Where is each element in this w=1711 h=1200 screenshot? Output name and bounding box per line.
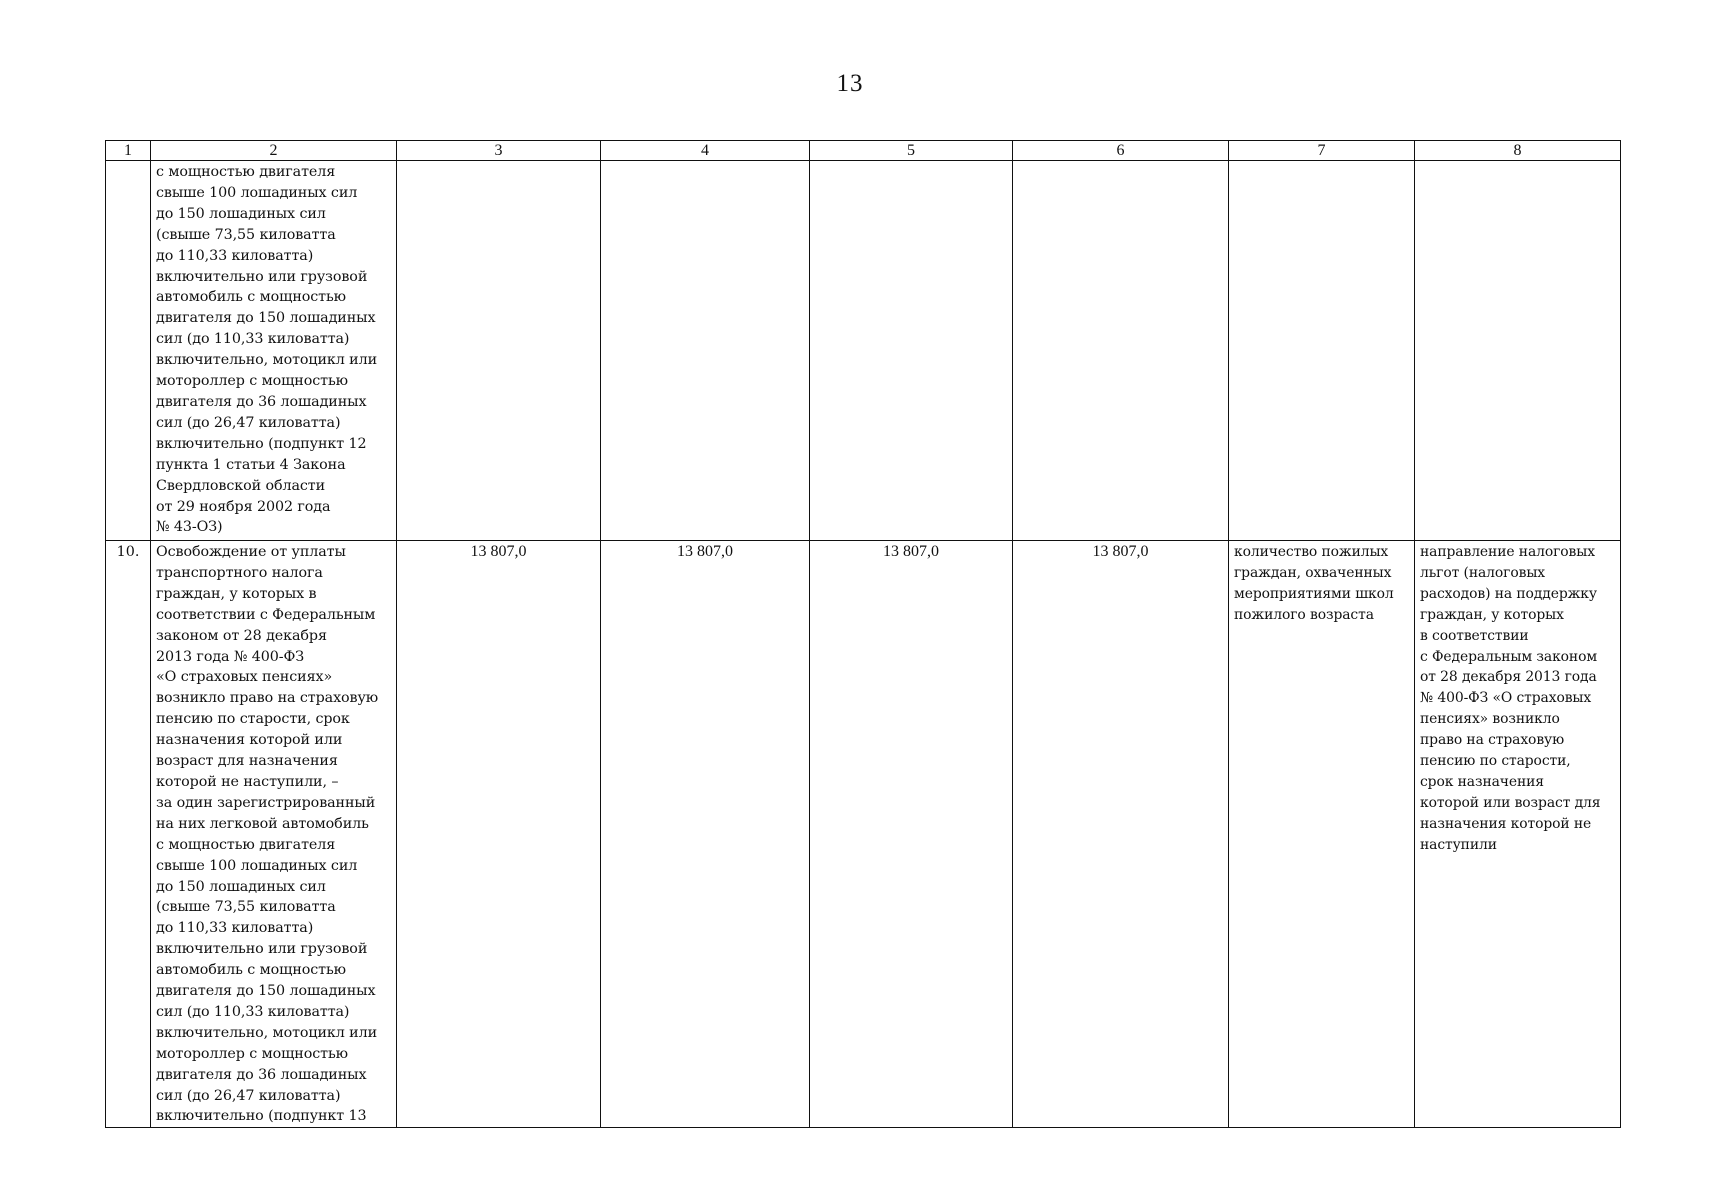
empty-cell (601, 161, 810, 541)
value-cell-col3: 13 807,0 (397, 541, 601, 1128)
empty-cell (1013, 161, 1229, 541)
table-row-10 (106, 541, 1621, 1128)
value-cell-col6: 13 807,0 (1013, 541, 1229, 1128)
row-number-cell (106, 161, 151, 541)
description-cell (151, 161, 397, 541)
description-text: Освобождение от уплаты транспортного налога граждан, у которых в соответствии с Федеральным законом от 28 декабря 2013 года № 400-ФЗ «О страховых пенсиях» возникло право на страховую пенсию по старости, срок назначения которой или возраст для назначения которой не наступили, – за один зарегистрированный на них легковой автомобиль с мощностью двигателя свыше 100 лошадиных сил до 150 лошадиных сил (свыше 73,55 киловатта до 110,33 киловатта) включительно или грузовой автомобиль с мощностью двигателя до 150 лошадиных сил (до 110,33 киловатта) включительно, мотоцикл или мотороллер с мощностью двигателя до 36 лошадиных сил (до 26,47 киловатта) включительно (подпункт 13 (156, 544, 379, 1125)
indicator-cell (1229, 541, 1415, 1128)
empty-cell (810, 161, 1013, 541)
value-cell-col4: 13 807,0 (601, 541, 810, 1128)
header-cell-7: 7 (1229, 141, 1415, 161)
table-header-row (106, 141, 1621, 161)
description-cell (151, 541, 397, 1128)
purpose-cell (1415, 541, 1621, 1128)
indicator-text: количество пожилых граждан, охваченных мероприятиями школ пожилого возраста (1234, 544, 1394, 623)
header-cell-4: 4 (601, 141, 810, 161)
header-cell-3: 3 (397, 141, 601, 161)
benefits-table (105, 140, 1621, 1128)
header-cell-6: 6 (1013, 141, 1229, 161)
header-cell-2: 2 (151, 141, 397, 161)
header-cell-8: 8 (1415, 141, 1621, 161)
header-cell-5: 5 (810, 141, 1013, 161)
table-row-continuation (106, 161, 1621, 541)
empty-cell (397, 161, 601, 541)
header-cell-1: 1 (106, 141, 151, 161)
page-number: 13 (836, 70, 864, 97)
description-text: с мощностью двигателя свыше 100 лошадиных сил до 150 лошадиных сил (свыше 73,55 киловатта до 110,33 киловатта) включительно или грузовой автомобиль с мощностью двигателя до 150 лошадиных сил (до 110,33 киловатта) включительно, мотоцикл или мотороллер с мощностью двигателя до 36 лошадиных сил (до 26,47 киловатта) включительно (подпункт 12 пункта 1 статьи 4 Закона Свердловской области от 29 ноября 2002 года № 43-ОЗ) (156, 164, 378, 536)
empty-cell (1415, 161, 1621, 541)
row-number-cell: 10. (106, 541, 151, 1128)
empty-cell (1229, 161, 1415, 541)
value-cell-col5: 13 807,0 (810, 541, 1013, 1128)
purpose-text: направление налоговых льгот (налоговых расходов) на поддержку граждан, у которых в соответствии с Федеральным законом от 28 декабря 2013 года № 400-ФЗ «О страховых пенсиях» возникло право на страховую пенсию по старости, срок назначения которой или возраст для назначения которой не наступили (1420, 544, 1601, 853)
